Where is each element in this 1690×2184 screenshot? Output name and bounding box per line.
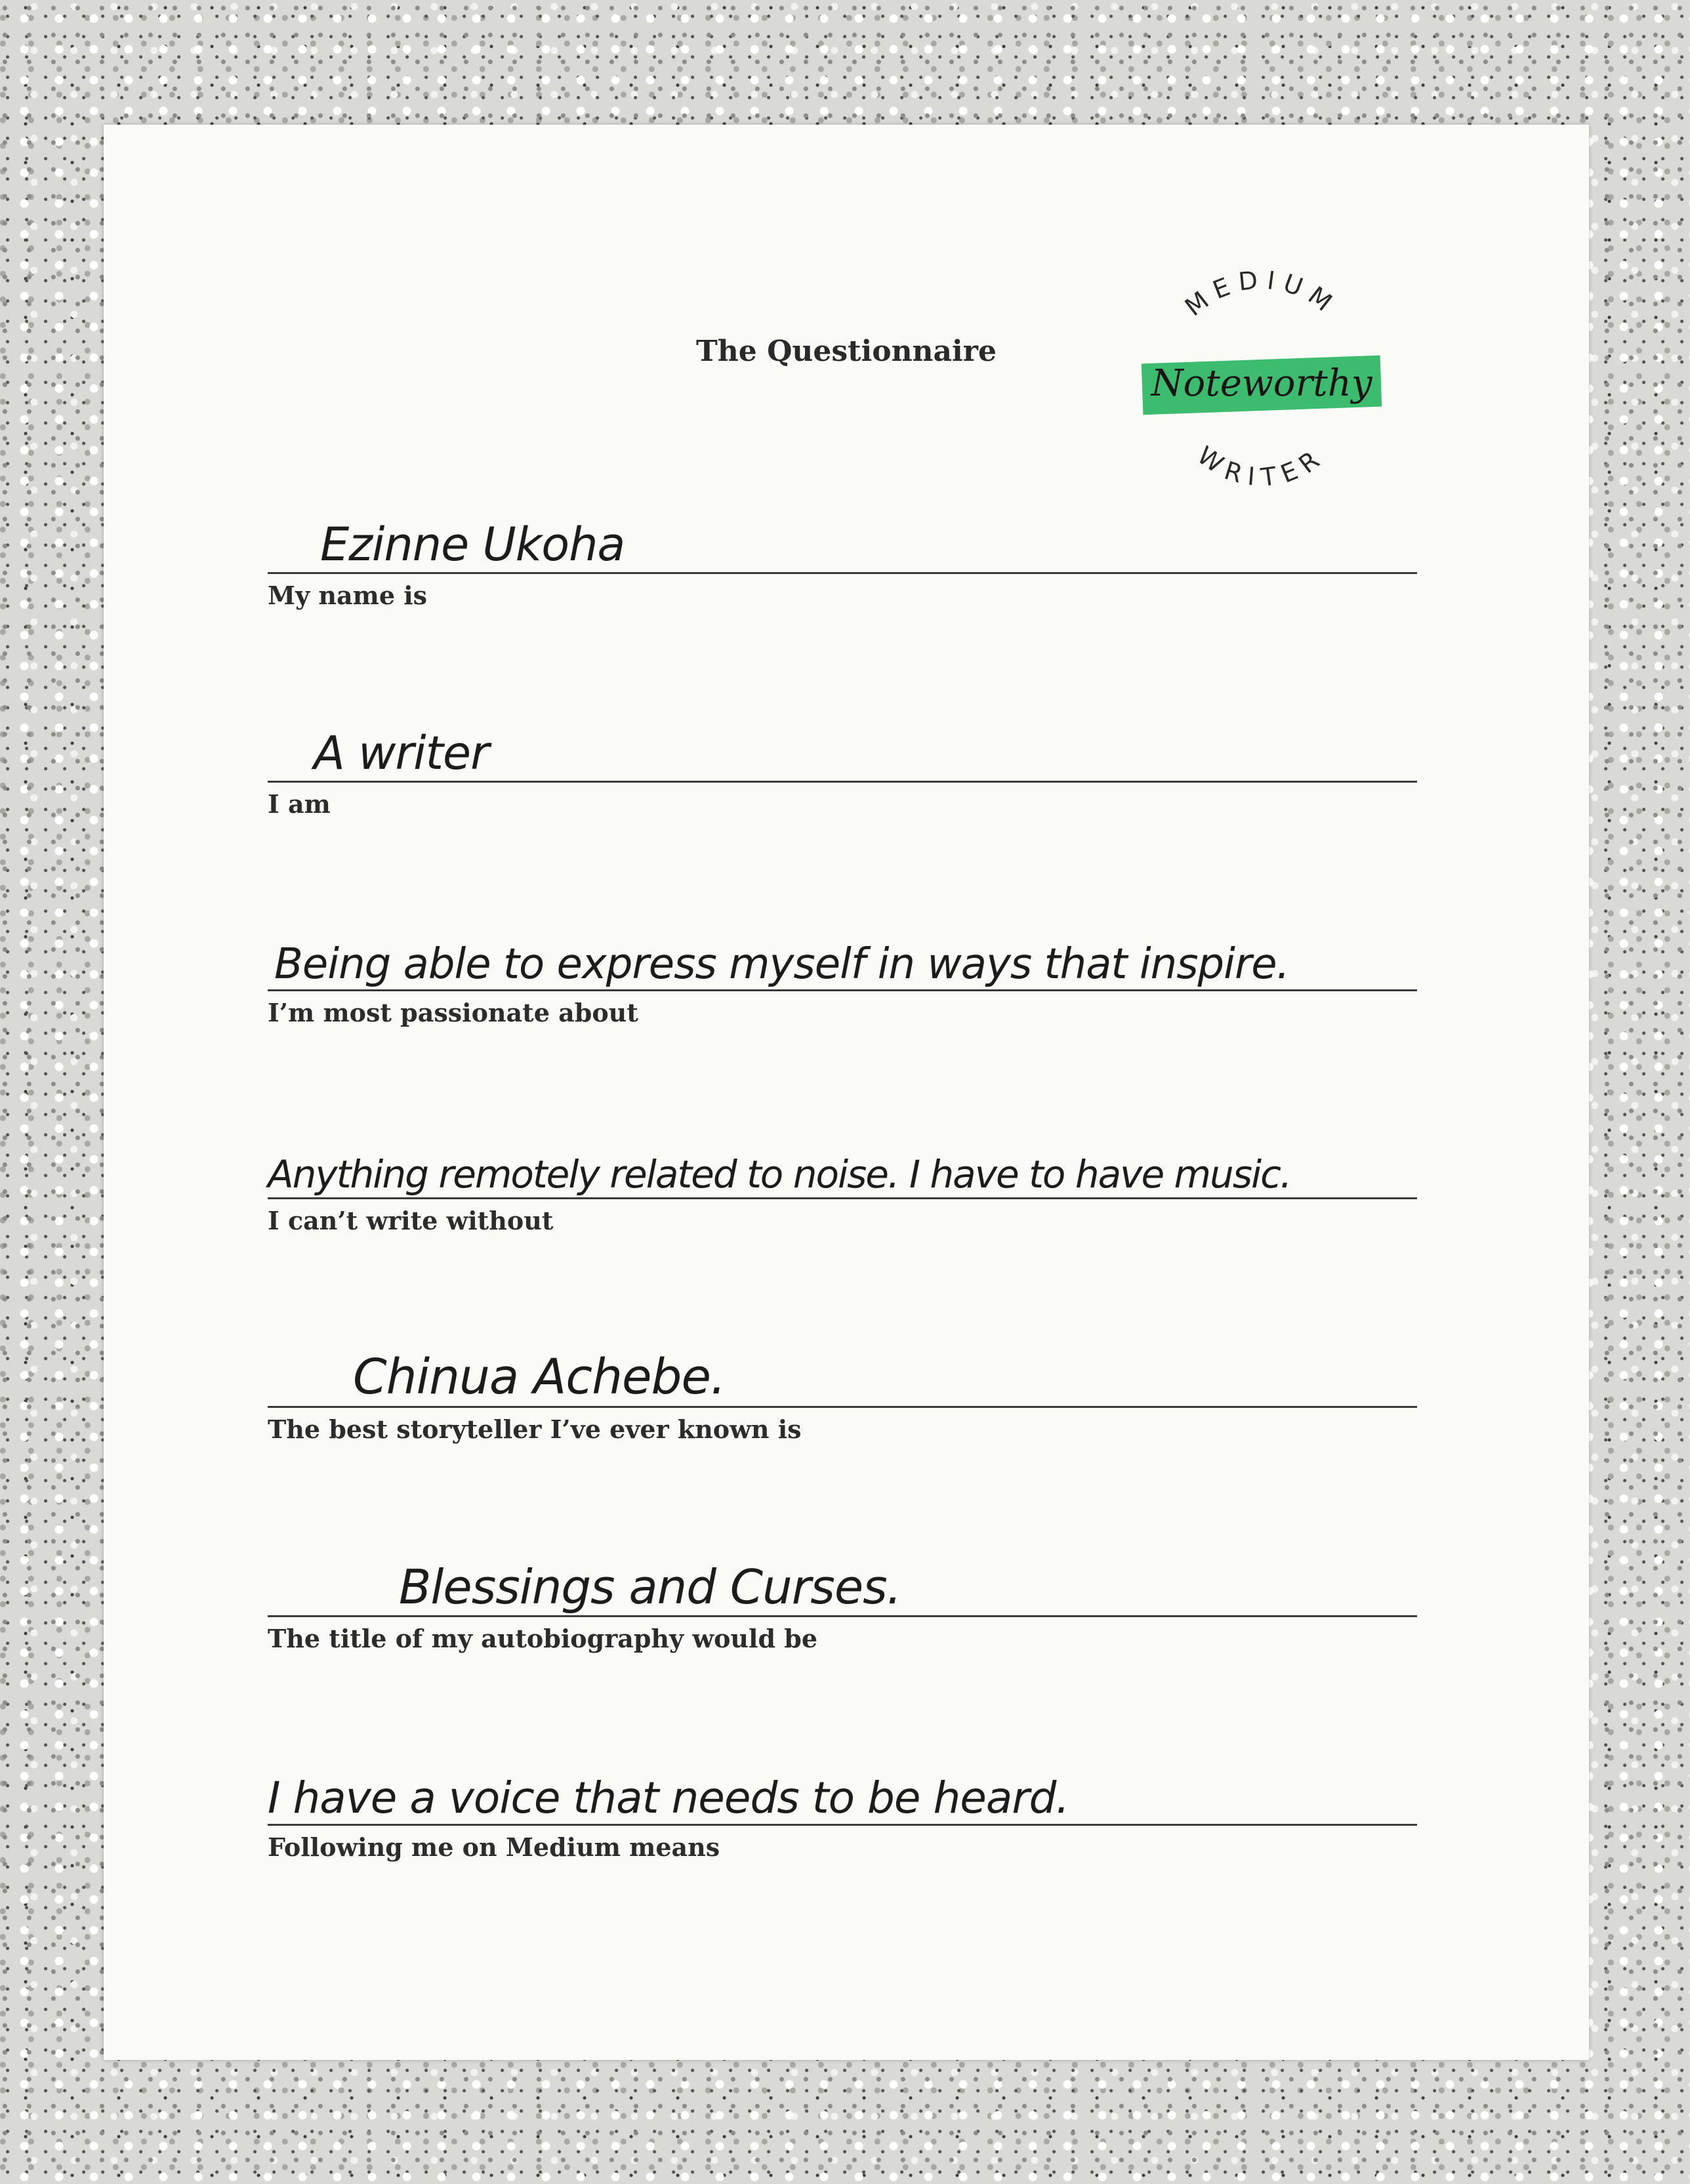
question-label-autobiography-title: The title of my autobiography would be (268, 1624, 818, 1653)
answer-i-am: A writer (314, 726, 489, 780)
answer-line (268, 1406, 1417, 1408)
field-cant-write-without (268, 1114, 1417, 1235)
field-best-storyteller (268, 1323, 1417, 1444)
answer-line (268, 989, 1417, 991)
answer-passionate-about: Being able to express myself in ways that inspire. (274, 940, 1289, 989)
field-autobiography-title (268, 1532, 1417, 1653)
field-name (268, 489, 1417, 610)
question-label-cant-write-without: I can’t write without (268, 1206, 554, 1235)
answer-line (268, 572, 1417, 574)
answer-following-means: I have a voice that needs to be heard. (268, 1773, 1069, 1823)
answer-line (268, 1824, 1417, 1826)
field-i-am (268, 697, 1417, 819)
answer-best-storyteller: Chinua Achebe. (353, 1349, 726, 1405)
question-label-best-storyteller: The best storyteller I’ve ever known is (268, 1414, 802, 1444)
field-passionate-about (268, 906, 1417, 1027)
question-label-i-am: I am (268, 789, 331, 819)
answer-autobiography-title: Blessings and Curses. (399, 1559, 901, 1615)
page-title: The Questionnaire (696, 335, 997, 368)
answer-line (268, 1197, 1417, 1199)
field-following-means (268, 1741, 1417, 1862)
badge-bottom-text: WRITER (1192, 440, 1331, 493)
question-label-name: My name is (268, 581, 428, 610)
question-label-passionate-about: I’m most passionate about (268, 998, 638, 1027)
badge-top-text: MEDIUM (1179, 264, 1344, 322)
answer-line (268, 781, 1417, 783)
badge-center-text: Noteworthy (1151, 362, 1372, 405)
answer-name: Ezinne Ukoha (320, 518, 625, 571)
answer-line (268, 1615, 1417, 1617)
questionnaire-sheet (104, 125, 1589, 2060)
question-label-following-means: Following me on Medium means (268, 1832, 720, 1862)
noteworthy-writer-badge (1124, 249, 1399, 525)
answer-cant-write-without: Anything remotely related to noise. I have to have music. (268, 1152, 1291, 1197)
